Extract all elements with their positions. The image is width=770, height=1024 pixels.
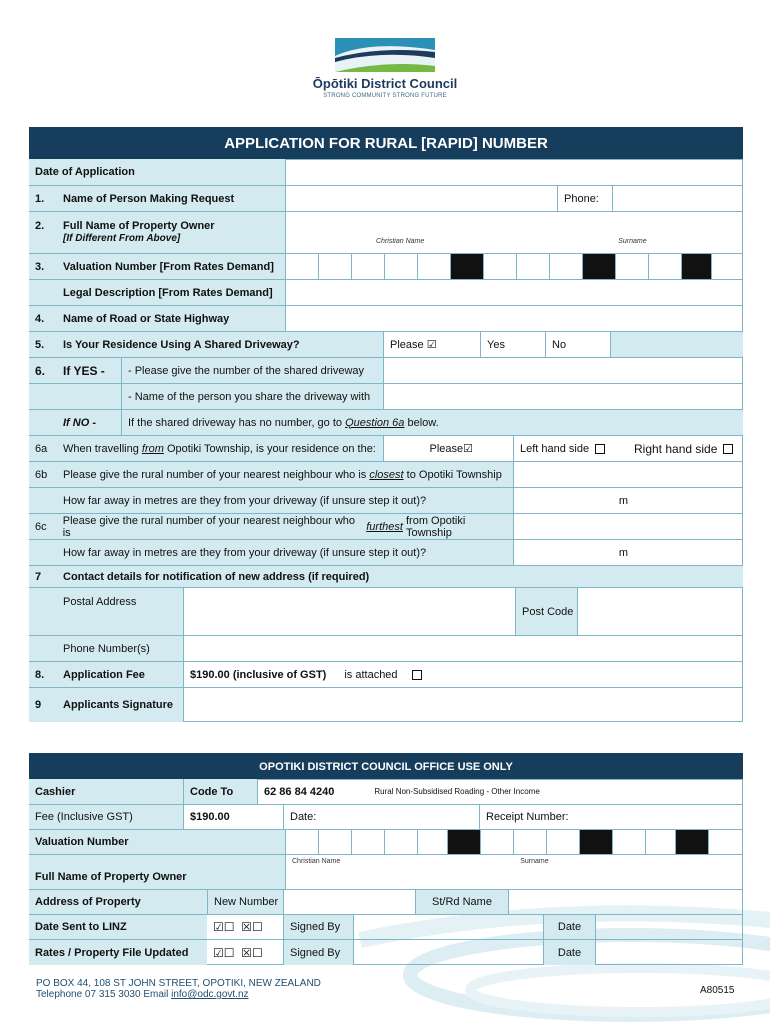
row-q8 <box>29 661 743 687</box>
form-reference: A80515 <box>700 985 735 996</box>
linz-date-label: Date <box>543 915 595 939</box>
row-q6c <box>29 513 743 539</box>
rates-signed-label: Signed By <box>283 940 353 965</box>
phone-field[interactable] <box>612 186 743 211</box>
q5-filler <box>610 332 743 357</box>
new-number-label: New Number <box>207 890 283 914</box>
postcode-label: Post Code <box>515 588 577 635</box>
address-property-label: Address of Property <box>29 890 207 914</box>
row-q4 <box>29 305 743 331</box>
office-fee-value: $190.00 <box>183 805 283 829</box>
question-6a-link[interactable]: Question 6a <box>345 416 405 429</box>
footer-line2: Telephone 07 315 3030 Email info@odc.govt.nz <box>36 989 249 1000</box>
row-q3 <box>29 253 743 279</box>
rates-date-label: Date <box>543 940 595 965</box>
row-q6b <box>29 461 743 487</box>
office-valuation-digit[interactable] <box>480 830 513 854</box>
row-q5 <box>29 331 743 357</box>
postal-address-field[interactable] <box>183 588 515 635</box>
valuation-digit[interactable] <box>318 254 351 279</box>
email-link[interactable]: info@odc.govt.nz <box>171 989 249 1000</box>
office-valuation-digit[interactable] <box>285 830 318 854</box>
office-title: OPOTIKI DISTRICT COUNCIL OFFICE USE ONLY <box>29 753 743 779</box>
strd-name-label: St/Rd Name <box>415 890 508 914</box>
q6c-label: 6c Please give the rural number of your nearest neighbour who is furthest from Opotiki Township <box>29 514 513 539</box>
office-date-field[interactable]: Date: <box>283 805 479 829</box>
valuation-digit[interactable] <box>711 254 743 279</box>
postal-label: Postal Address <box>29 588 183 635</box>
valuation-digit[interactable] <box>417 254 450 279</box>
valuation-digit[interactable] <box>285 254 318 279</box>
office-row-address <box>29 889 743 914</box>
fee-attached-checkbox[interactable] <box>412 670 422 680</box>
surname-label: Surname <box>618 238 647 245</box>
valuation-digit[interactable] <box>648 254 681 279</box>
requester-name-field[interactable] <box>285 186 557 211</box>
logo-tagline: STRONG COMMUNITY STRONG FUTURE <box>323 93 447 99</box>
linz-checkboxes[interactable]: ☑☐ ☒☐ <box>213 920 263 934</box>
office-valuation-digit[interactable] <box>351 830 384 854</box>
q1-label: 1. Name of Person Making Request <box>29 186 285 211</box>
q6b-label: 6b Please give the rural number of your nearest neighbour who is closest to Opotiki Township <box>29 462 513 487</box>
office-row-owner <box>29 854 743 889</box>
code-description: Rural Non-Subsidised Roading - Other Income <box>374 787 540 796</box>
logo-name: Ōpōtiki District Council <box>312 76 458 91</box>
office-valuation-digit[interactable] <box>318 830 351 854</box>
q8-label: 8. Application Fee <box>29 662 183 687</box>
q6a-label: 6a When travelling from Opotiki Township, is your residence on the: <box>29 436 383 461</box>
footer-address <box>36 978 321 1000</box>
q6-line1: - Please give the number of the shared driveway <box>121 358 383 383</box>
row-q7 <box>29 565 743 587</box>
rates-signed-field[interactable] <box>353 940 543 965</box>
linz-date-field[interactable] <box>595 915 743 939</box>
office-valuation-digit[interactable] <box>417 830 447 854</box>
closest-distance-field[interactable]: m <box>513 488 743 513</box>
row-q6-yes2 <box>29 383 743 409</box>
office-use-table <box>29 753 743 965</box>
row-q1 <box>29 185 743 211</box>
q6-ifno: If NO - <box>63 416 96 429</box>
phone-numbers-field[interactable] <box>183 636 743 661</box>
code-to-label: Code To <box>183 779 257 804</box>
valuation-digit[interactable] <box>483 254 516 279</box>
right-hand-side-option[interactable]: Right hand side <box>628 436 743 461</box>
office-christian-label: Christian Name <box>292 858 341 865</box>
christian-name-label: Christian Name <box>376 238 425 245</box>
valuation-digit[interactable] <box>516 254 549 279</box>
attached-label: is attached <box>344 668 398 681</box>
owner-name-field[interactable] <box>285 212 743 253</box>
date-field[interactable] <box>285 159 743 185</box>
valuation-digit[interactable] <box>351 254 384 279</box>
office-valuation-digit[interactable] <box>546 830 579 854</box>
office-valuation-digit[interactable] <box>645 830 675 854</box>
valuation-separator <box>582 254 615 279</box>
row-postal <box>29 587 743 635</box>
office-owner-label: Full Name of Property Owner <box>29 855 285 889</box>
office-row-fee <box>29 804 743 829</box>
council-logo <box>300 36 480 106</box>
application-form <box>29 127 743 722</box>
office-valuation-digit[interactable] <box>513 830 546 854</box>
rates-checkboxes[interactable]: ☑☐ ☒☐ <box>213 945 263 960</box>
rates-label: Rates / Property File Updated <box>29 940 207 965</box>
q6-line2: - Name of the person you share the driveway with <box>121 384 383 409</box>
left-hand-side-option[interactable]: Left hand side <box>513 436 628 461</box>
road-name-field[interactable] <box>285 306 743 331</box>
q6-ifno-text: If the shared driveway has no number, go to Question 6a below. <box>121 410 743 435</box>
office-valuation-separator <box>579 830 612 854</box>
row-q6-no <box>29 409 743 435</box>
legal-label: Legal Description [From Rates Demand] <box>29 280 285 305</box>
office-valuation-label: Valuation Number <box>29 830 285 854</box>
linz-signed-field[interactable] <box>353 915 543 939</box>
office-valuation-separator <box>675 830 708 854</box>
office-valuation-digit[interactable] <box>384 830 417 854</box>
fee-inclusive-label: Fee (Inclusive GST) <box>29 805 183 829</box>
valuation-separator <box>450 254 483 279</box>
q5-yes-option[interactable]: Yes <box>480 332 545 357</box>
office-row-valuation <box>29 829 743 854</box>
q6a-please: Please☑ <box>383 436 513 461</box>
q5-label: 5. Is Your Residence Using A Shared Driveway? <box>35 338 300 351</box>
row-q9 <box>29 687 743 722</box>
left-checkbox[interactable] <box>595 444 605 454</box>
furthest-neighbour-field[interactable] <box>513 514 743 539</box>
q7-label: 7 Contact details for notification of new address (if required) <box>35 570 370 583</box>
valuation-digit[interactable] <box>384 254 417 279</box>
valuation-separator <box>681 254 711 279</box>
q5-no-option[interactable]: No <box>545 332 610 357</box>
row-legal <box>29 279 743 305</box>
rates-date-field[interactable] <box>595 940 743 965</box>
office-row-rates <box>29 939 743 965</box>
office-owner-field[interactable] <box>285 855 743 889</box>
date-label: Date of Application <box>29 159 285 185</box>
postcode-field[interactable] <box>577 588 743 635</box>
office-row-cashier <box>29 779 743 804</box>
right-checkbox[interactable] <box>723 444 733 454</box>
office-surname-label: Surname <box>520 858 549 865</box>
phone-label: Phone: <box>557 186 612 211</box>
q5-please: Please ☑ <box>383 332 480 357</box>
logo-mark-icon <box>300 36 470 74</box>
row-q2 <box>29 211 743 253</box>
row-date <box>29 159 743 185</box>
office-valuation-digit[interactable] <box>708 830 743 854</box>
receipt-number-field[interactable]: Receipt Number: <box>479 805 743 829</box>
linz-signed-label: Signed By <box>283 915 353 939</box>
q6b-dist-label: How far away in metres are they from your driveway (if unsure step it out)? <box>29 488 513 513</box>
fee-amount: $190.00 (inclusive of GST) <box>190 668 327 681</box>
furthest-distance-field[interactable]: m <box>513 540 743 565</box>
row-q6b-dist <box>29 487 743 513</box>
form-title: APPLICATION FOR RURAL [RAPID] NUMBER <box>29 127 743 159</box>
valuation-digit[interactable] <box>615 254 648 279</box>
row-q6a <box>29 435 743 461</box>
shared-driveway-number-field[interactable] <box>383 358 743 383</box>
q9-label: 9 Applicants Signature <box>29 688 183 722</box>
footer-line1: PO BOX 44, 108 ST JOHN STREET, OPOTIKI, NEW ZEALAND <box>36 978 321 989</box>
closest-neighbour-field[interactable] <box>513 462 743 487</box>
office-valuation-digit[interactable] <box>612 830 645 854</box>
code-cell <box>257 779 743 804</box>
row-q6-yes1 <box>29 357 743 383</box>
new-number-field[interactable] <box>283 890 415 914</box>
valuation-digit[interactable] <box>549 254 582 279</box>
q4-label: 4. Name of Road or State Highway <box>29 306 285 331</box>
fee-row <box>183 662 743 687</box>
row-q6c-dist <box>29 539 743 565</box>
signature-field[interactable] <box>183 688 743 722</box>
strd-name-field[interactable] <box>508 890 743 914</box>
office-row-linz <box>29 914 743 939</box>
shared-driveway-person-field[interactable] <box>383 384 743 409</box>
row-phone <box>29 635 743 661</box>
q6-ifyes: 6. If YES - <box>29 358 121 383</box>
phone-numbers-label: Phone Number(s) <box>29 636 183 661</box>
q2-label: 2. Full Name of Property Owner [If Different From Above] <box>29 212 285 253</box>
legal-field[interactable] <box>285 280 743 305</box>
q3-label: 3. Valuation Number [From Rates Demand] <box>29 254 285 279</box>
q6-blank <box>29 384 121 409</box>
code-value: 62 86 84 4240 <box>264 785 335 798</box>
linz-label: Date Sent to LINZ <box>29 915 207 939</box>
cashier-label: Cashier <box>29 779 183 804</box>
office-valuation-separator <box>447 830 480 854</box>
q6c-dist-label: How far away in metres are they from your driveway (if unsure step it out)? <box>29 540 513 565</box>
